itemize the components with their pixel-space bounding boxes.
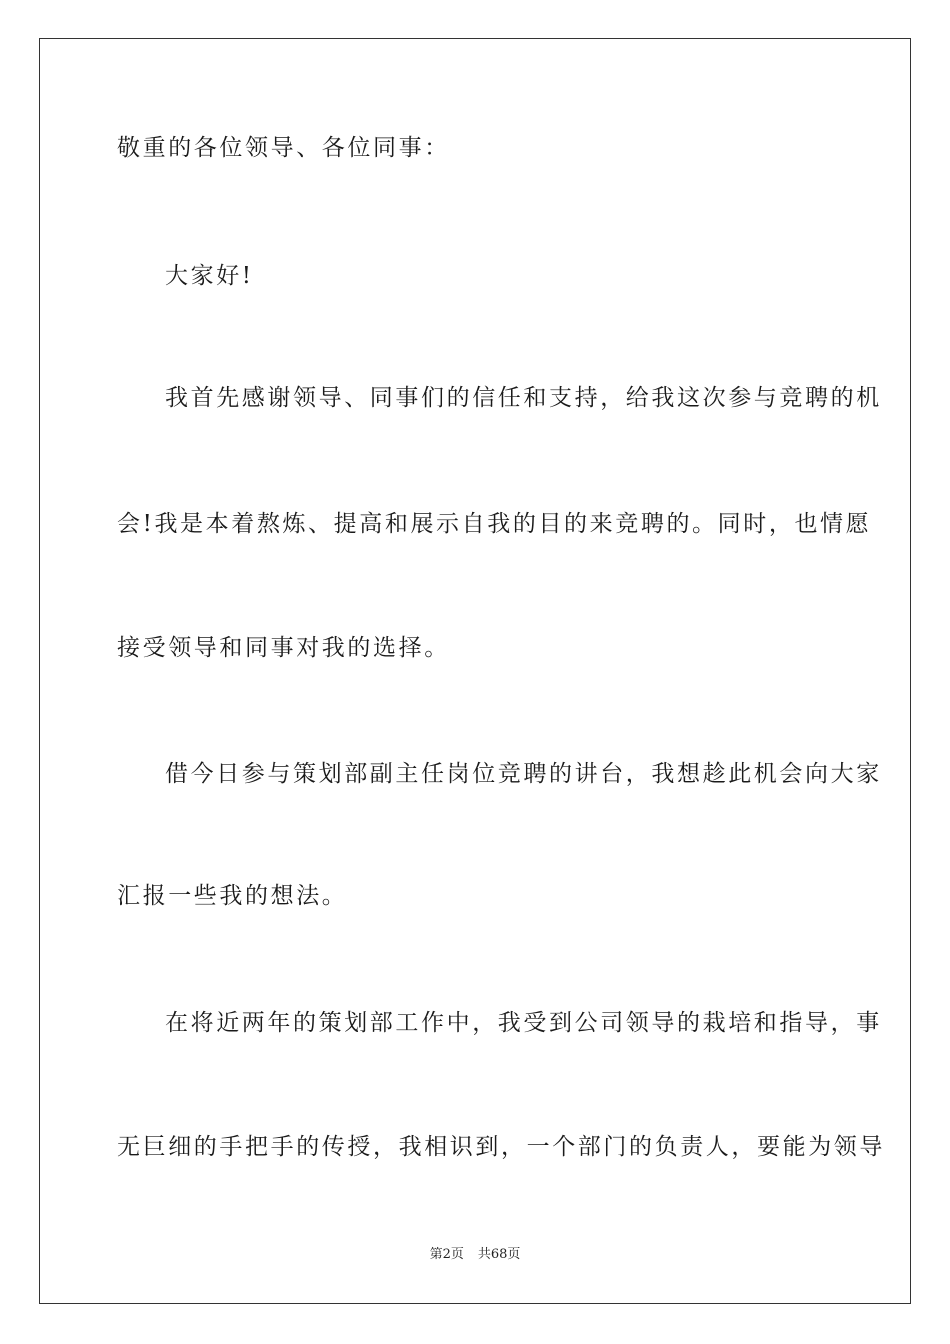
greeting-line: 大家好!	[165, 263, 254, 289]
paragraph-2-line-2: 汇报一些我的想法。	[117, 883, 348, 909]
paragraph-3-line-1: 在将近两年的策划部工作中，我受到公司领导的栽培和指导，事	[165, 1010, 882, 1036]
paragraph-1-line-1: 我首先感谢领导、同事们的信任和支持，给我这次参与竞聘的机	[165, 385, 882, 411]
page-footer	[0, 1246, 950, 1264]
page-number: 第2页	[429, 1247, 464, 1262]
page-border	[39, 38, 911, 1304]
total-pages: 共68页	[477, 1247, 521, 1262]
salutation-line: 敬重的各位领导、各位同事：	[117, 135, 450, 161]
paragraph-1-line-3: 接受领导和同事对我的选择。	[117, 635, 450, 661]
paragraph-2-line-1: 借今日参与策划部副主任岗位竞聘的讲台，我想趁此机会向大家	[165, 761, 882, 787]
paragraph-3-line-2: 无巨细的手把手的传授，我相识到，一个部门的负责人，要能为领导	[117, 1134, 885, 1160]
paragraph-1-line-2: 会!我是本着熬炼、提高和展示自我的目的来竞聘的。同时，也情愿	[117, 511, 872, 537]
